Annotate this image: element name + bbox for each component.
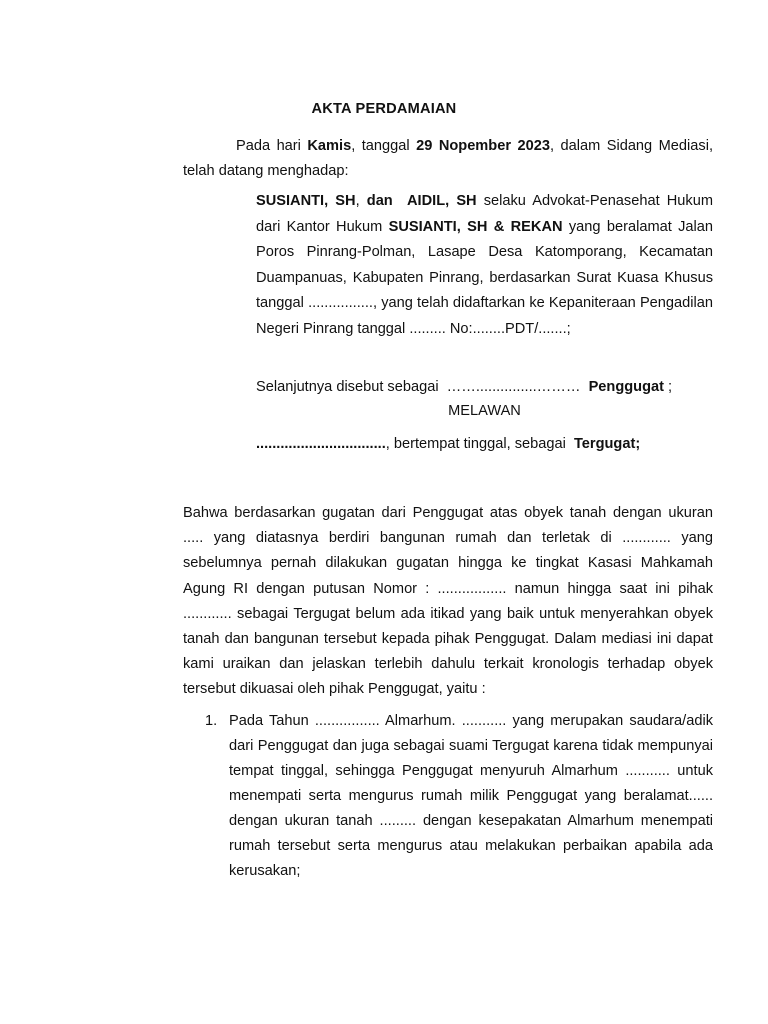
bahwa-paragraph — [183, 501, 713, 703]
tergugat-line — [256, 432, 713, 457]
chronology-list — [183, 709, 713, 884]
party-sep: , — [355, 193, 367, 209]
tergugat-text: , bertempat tinggal, sebagai — [385, 436, 574, 452]
selanjutnya-end: ; — [663, 379, 673, 395]
intro-tail: , dalam Sidang Mediasi, telah datang menghadap: — [183, 138, 713, 179]
intro-date: 29 Nopember 2023 — [416, 138, 550, 154]
list-item-text: Pada Tahun ................ Almarhum. ........... yang merupakan saudara/adik dari Penggugat dan juga sebagai suami Tergugat karena tidak mempunyai tempat tinggal, sehingga Penggugat menyuruh Almarhum ........... untuk menempati serta mengurus rumah milik Penggugat yang beralamat...... dengan ukuran tanah ......... dengan kesepakatan Almarhum menempati rumah tersebut serta mengurus atau melakukan perbaikan apabila ada kerusakan; — [229, 713, 713, 879]
penggugat-label: Penggugat — [588, 379, 664, 395]
party-name-1: SUSIANTI, SH — [256, 193, 356, 209]
party-dan: dan — [366, 193, 393, 209]
intro-day: Kamis — [307, 138, 352, 154]
intro-lead: Pada hari — [236, 138, 308, 154]
party-paragraph — [256, 189, 713, 343]
selanjutnya-line — [256, 375, 713, 400]
party-name-2: AIDIL, SH — [407, 193, 477, 209]
list-item — [183, 709, 713, 884]
party-role: selaku Advokat-Penasehat Hukum dari Kantor Hukum — [256, 193, 713, 235]
tergugat-dots: ................................ — [256, 436, 386, 452]
selanjutnya-text: Selanjutnya disebut sebagai ……...............……… — [256, 379, 589, 395]
intro-paragraph — [183, 134, 713, 184]
bahwa-text: Bahwa berdasarkan gugatan dari Penggugat atas obyek tanah dengan ukuran ..... yang diatasnya berdiri bangunan rumah dan terletak di ............ yang sebelumnya pernah dilakukan gugatan hingga ke tingkat Kasasi Mahkamah Agung RI dengan putusan Nomor : ................. namun hingga saat ini pihak ............ sebagai Tergugat belum ada itikad yang baik untuk menyerahkan obyek tanah dan bangunan tersebut kepada pihak Penggugat. Dalam mediasi ini dapat kami uraikan dan jelaskan terlebih dahulu terkait kronologis terhadap obyek tersebut dikuasai oleh pihak Penggugat, yaitu : — [183, 505, 713, 698]
party-firm: SUSIANTI, SH & REKAN — [388, 218, 563, 235]
party-address: yang beralamat Jalan Poros Pinrang-Polman, Lasape Desa Katomporang, Kecamatan Duampanuas, Kabupaten Pinrang, berdasarkan Surat Kuasa Khusus tanggal ................, yang telah didaftarkan ke Kepaniteraan Pengadilan Negeri Pinrang tanggal ......... No:........PDT/.......; — [256, 218, 714, 337]
party-space — [393, 193, 407, 209]
intro-mid: , tanggal — [351, 138, 417, 154]
tergugat-label: Tergugat; — [573, 436, 641, 452]
melawan-heading: MELAWAN — [448, 403, 521, 419]
document-title: AKTA PERDAMAIAN — [311, 101, 457, 117]
list-item-number: 1. — [205, 713, 218, 729]
